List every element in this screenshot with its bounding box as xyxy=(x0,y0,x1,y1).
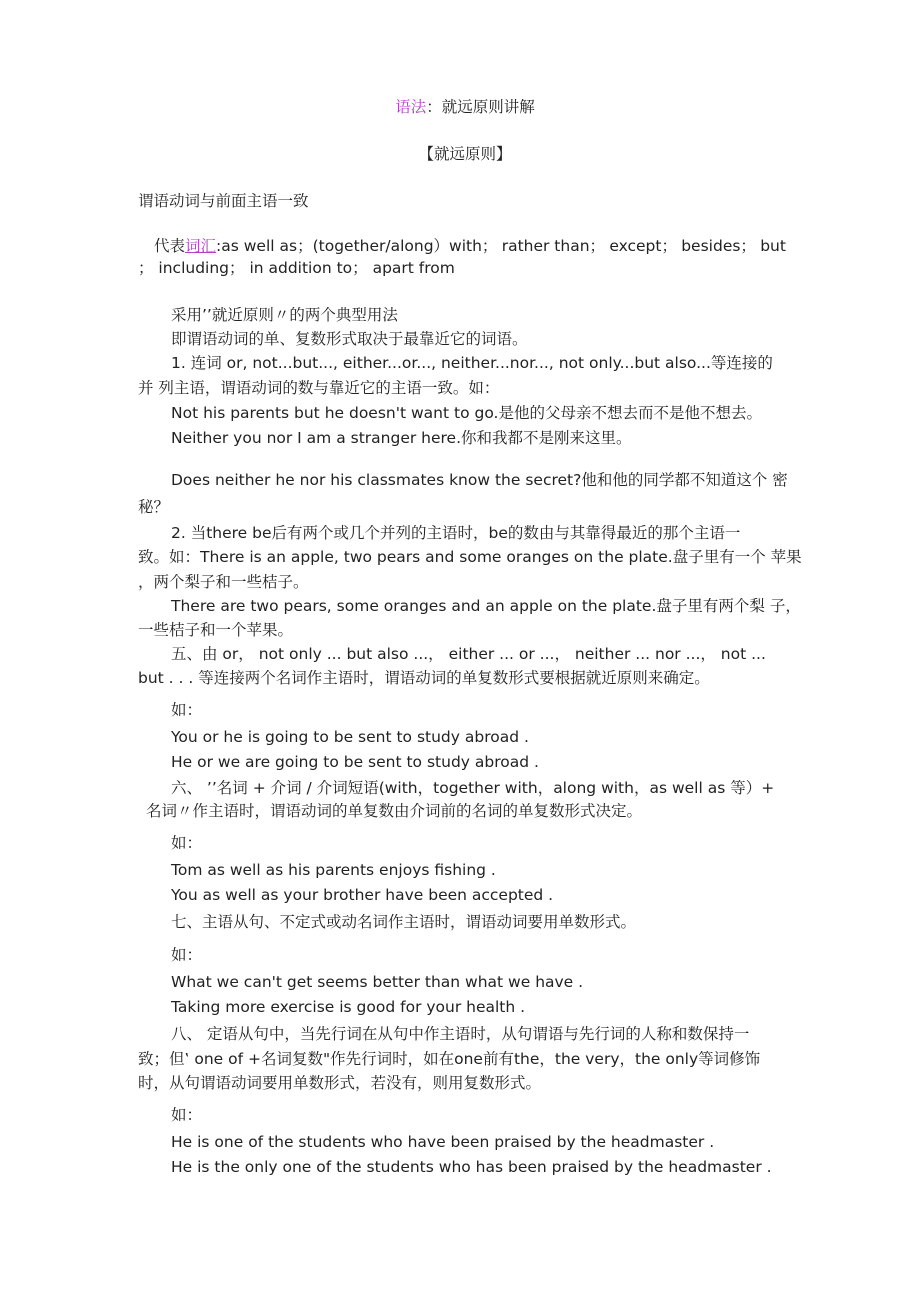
rep-item-5: but xyxy=(760,237,786,255)
paragraph-line: 如： xyxy=(171,946,203,964)
page-title xyxy=(0,97,920,117)
paragraph-line: 如： xyxy=(171,701,203,719)
paragraph-line: 秘？ xyxy=(138,498,170,516)
section-heading: 【就远原则】 xyxy=(418,145,512,163)
paragraph-line: 致。如：There is an apple, two pears and some oranges on the plate.盘子里有一个 苹果 xyxy=(138,548,802,566)
rep-item-4: besides； xyxy=(681,237,756,255)
paragraph-line: but . . . 等连接两个名词作主语时，谓语动词的单复数形式要根据就近原则来确定。 xyxy=(138,669,710,687)
title-accent: 语法 xyxy=(395,98,427,116)
paragraph-line: 并 列主语，谓语动词的数与靠近它的主语一致。如： xyxy=(138,379,500,397)
example-sentence: You or he is going to be sent to study abroad . xyxy=(171,728,529,746)
paragraph-line: 即谓语动词的单、复数形式取决于最靠近它的词语。 xyxy=(171,330,528,348)
example-sentence: What we can't get seems better than what we have . xyxy=(171,973,584,991)
vocabulary-link[interactable]: 词汇 xyxy=(185,237,217,255)
rep-item-3: except； xyxy=(609,237,677,255)
example-sentence: Tom as well as his parents enjoys fishing . xyxy=(171,861,496,879)
title-rest: ：就远原则讲解 xyxy=(426,98,535,116)
paragraph-line: 名词〃作主语时，谓语动词的单复数由介词前的名词的单复数形式决定。 xyxy=(146,802,643,820)
rep-prefix-group xyxy=(154,236,497,256)
intro-line: 谓语动词与前面主语一致 xyxy=(138,192,309,210)
representative-words-line-2: ； including； in addition to； apart from xyxy=(138,259,455,277)
paragraph-line: 七、主语从句、不定式或动名词作主语时，谓语动词要用单数形式。 xyxy=(171,913,637,931)
example-sentence: You as well as your brother have been accepted . xyxy=(171,886,554,904)
paragraph-line: 致；但‛ one of +名词复数"作先行词时，如在one前有the，the very，the only等词修饰 xyxy=(138,1050,761,1068)
paragraph-line: 采用’’就近原则〃的两个典型用法 xyxy=(171,306,398,324)
rep-item-1: :as well as；(together/along）with； xyxy=(216,237,498,255)
example-sentence: There are two pears, some oranges and an apple on the plate.盘子里有两个梨 子， xyxy=(171,597,801,615)
example-sentence: He or we are going to be sent to study abroad . xyxy=(171,753,539,771)
representative-words-line xyxy=(154,236,786,256)
example-sentence: He is one of the students who have been praised by the headmaster . xyxy=(171,1133,715,1151)
example-sentence: Neither you nor I am a stranger here.你和我都不是刚来这里。 xyxy=(171,429,632,447)
paragraph-line: ，两个梨子和一些桔子。 xyxy=(138,573,309,591)
paragraph-line: 六、 ’’名词 + 介词 / 介词短语(with，together with，along with，as well as 等）+ xyxy=(171,779,775,797)
paragraph-line: 如： xyxy=(171,1106,203,1124)
paragraph-line: 五、由 or， not only ... but also ...， either ... or ...， neither ... nor ...， not ... xyxy=(171,645,766,663)
example-sentence: Not his parents but he doesn't want to go.是他的父母亲不想去而不是他不想去。 xyxy=(171,404,762,422)
paragraph-line: 1. 连词 or, not...but..., either...or..., neither...nor..., not only...but also...等连接的 xyxy=(171,354,773,372)
example-sentence: He is the only one of the students who has been praised by the headmaster . xyxy=(171,1158,772,1176)
paragraph-line: 一些桔子和一个苹果。 xyxy=(138,621,294,639)
paragraph-line: 如： xyxy=(171,834,203,852)
paragraph-line: 时，从句谓语动词要用单数形式，若没有，则用复数形式。 xyxy=(138,1074,542,1092)
paragraph-line: 2. 当there be后有两个或几个并列的主语时，be的数由与其靠得最近的那个主语一 xyxy=(171,524,741,542)
example-sentence: Does neither he nor his classmates know the secret?他和他的同学都不知道这个 密 xyxy=(171,471,788,489)
rep-prefix: 代表 xyxy=(154,237,186,255)
rep-item-2: rather than； xyxy=(501,237,606,255)
example-sentence: Taking more exercise is good for your health . xyxy=(171,998,526,1016)
paragraph-line: 八、 定语从句中，当先行词在从句中作主语时，从句谓语与先行词的人称和数保持一 xyxy=(171,1025,750,1043)
